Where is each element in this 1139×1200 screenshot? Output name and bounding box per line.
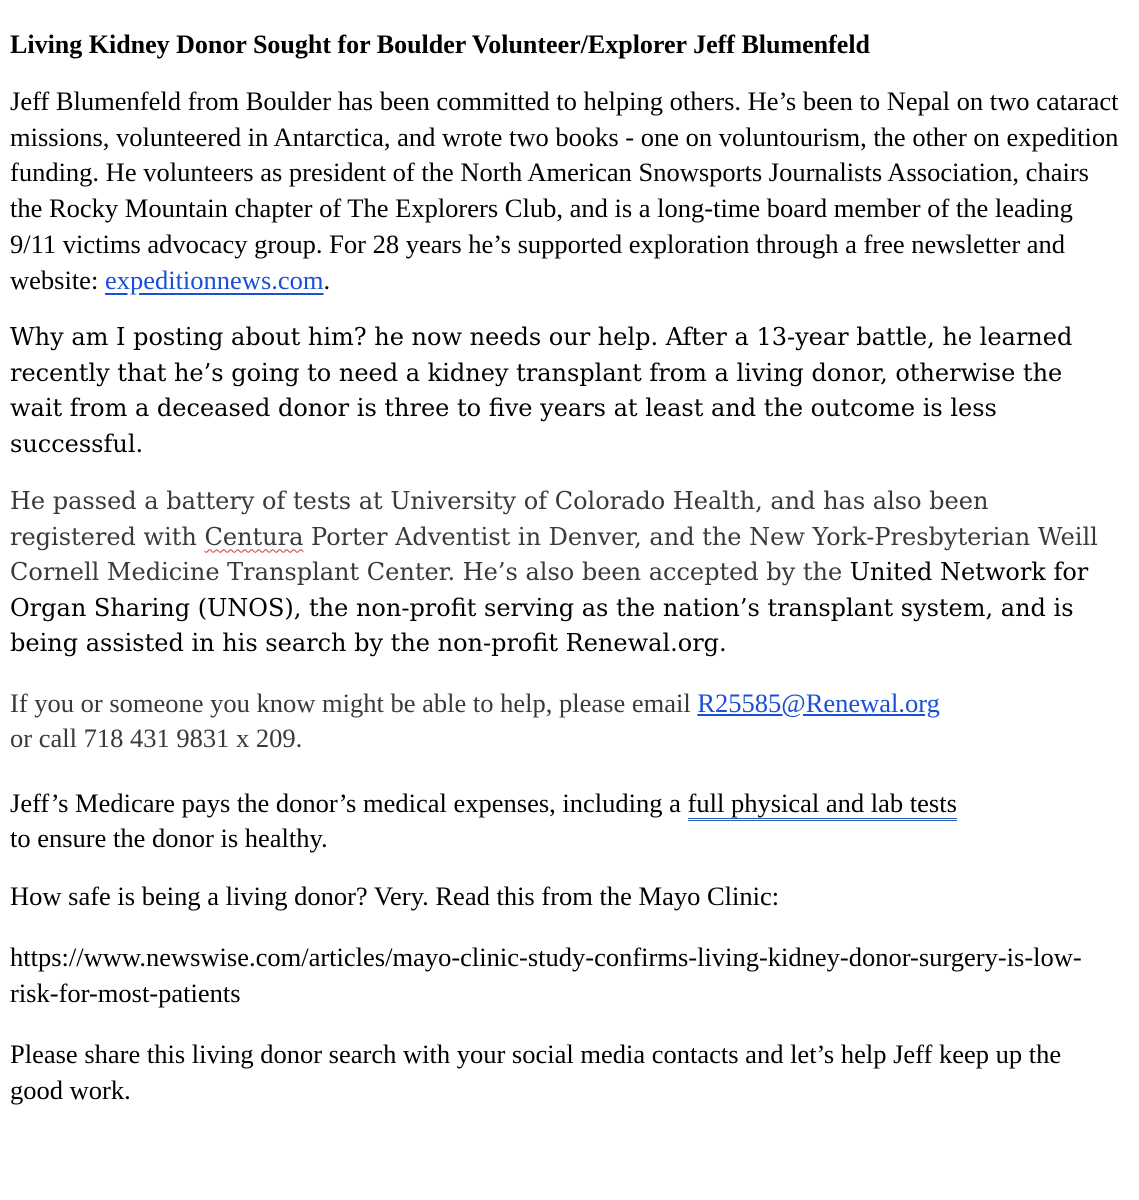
paragraph-tests — [10, 484, 1120, 662]
paragraph-bio — [10, 84, 1120, 298]
tests-text-2: Porter Adventist in Denver, and the New York-Presbyterian Weill Cornell Medicine Transplant Center. He’s also been accepted by the — [10, 522, 1098, 587]
website-label: website: — [10, 264, 105, 295]
tests-text-1: He passed a battery of tests at University of Colorado Health, and has also been registered with — [10, 487, 989, 551]
physical-lab-tests-link[interactable]: full physical and lab tests — [688, 788, 957, 821]
mayo-clinic-url[interactable]: https://www.newswise.com/articles/mayo-clinic-study-confirms-living-kidney-donor-surgery-is-low-risk-for-most-patients — [10, 942, 1082, 1008]
paragraph-safety: How safe is being a living donor? Very. Read this from the Mayo Clinic: — [10, 880, 780, 911]
expeditionnews-link[interactable]: expeditionnews.com — [104, 264, 324, 295]
medicare-text-end: to ensure the donor is healthy. — [10, 823, 328, 854]
paragraph-contact — [10, 686, 1120, 757]
medicare-text: Jeff’s Medicare pays the donor’s medical expenses, including a — [10, 787, 688, 818]
document-title: Living Kidney Donor Sought for Boulder Volunteer/Explorer Jeff Blumenfeld — [10, 30, 871, 59]
paragraph-medicare — [10, 786, 1120, 857]
tests-text-3: United Network for Organ Sharing (UNOS), the non-profit serving as the nation’s transplant system, and is being assisted in his search by the non-profit Renewal.org. — [10, 558, 1089, 658]
centura-misspelled-word: Centura — [204, 522, 304, 551]
phone-text: or call 718 431 9831 x 209. — [10, 723, 303, 754]
bio-text: Jeff Blumenfeld from Boulder has been committed to helping others. He’s been to Nepal on two cataract missions, volunteered in Antarctica, and wrote two books - one on voluntourism, the other on expedition funding. He volunteers as president of the North American Snowsports Journalists Association, chairs the Rocky Mountain chapter of The Explorers Club, and is a long-time board member of the leading 9/11 victims advocacy group. For 28 years he’s supported exploration through a free newsletter and — [10, 86, 1119, 259]
bio-period: . — [323, 264, 331, 295]
document-body — [10, 28, 1120, 1108]
paragraph-need: Why am I posting about him? he now needs our help. After a 13-year battle, he learned recently that he’s going to need a kidney transplant from a living donor, otherwise the wait from a deceased donor is three to five years at least and the outcome is less successful. — [10, 323, 1073, 458]
paragraph-share: Please share this living donor search with your social media contacts and let’s help Jeff keep up the good work. — [10, 1039, 1062, 1105]
email-link[interactable]: R25585@Renewal.org — [697, 687, 940, 718]
contact-text: If you or someone you know might be able to help, please email — [10, 687, 698, 718]
